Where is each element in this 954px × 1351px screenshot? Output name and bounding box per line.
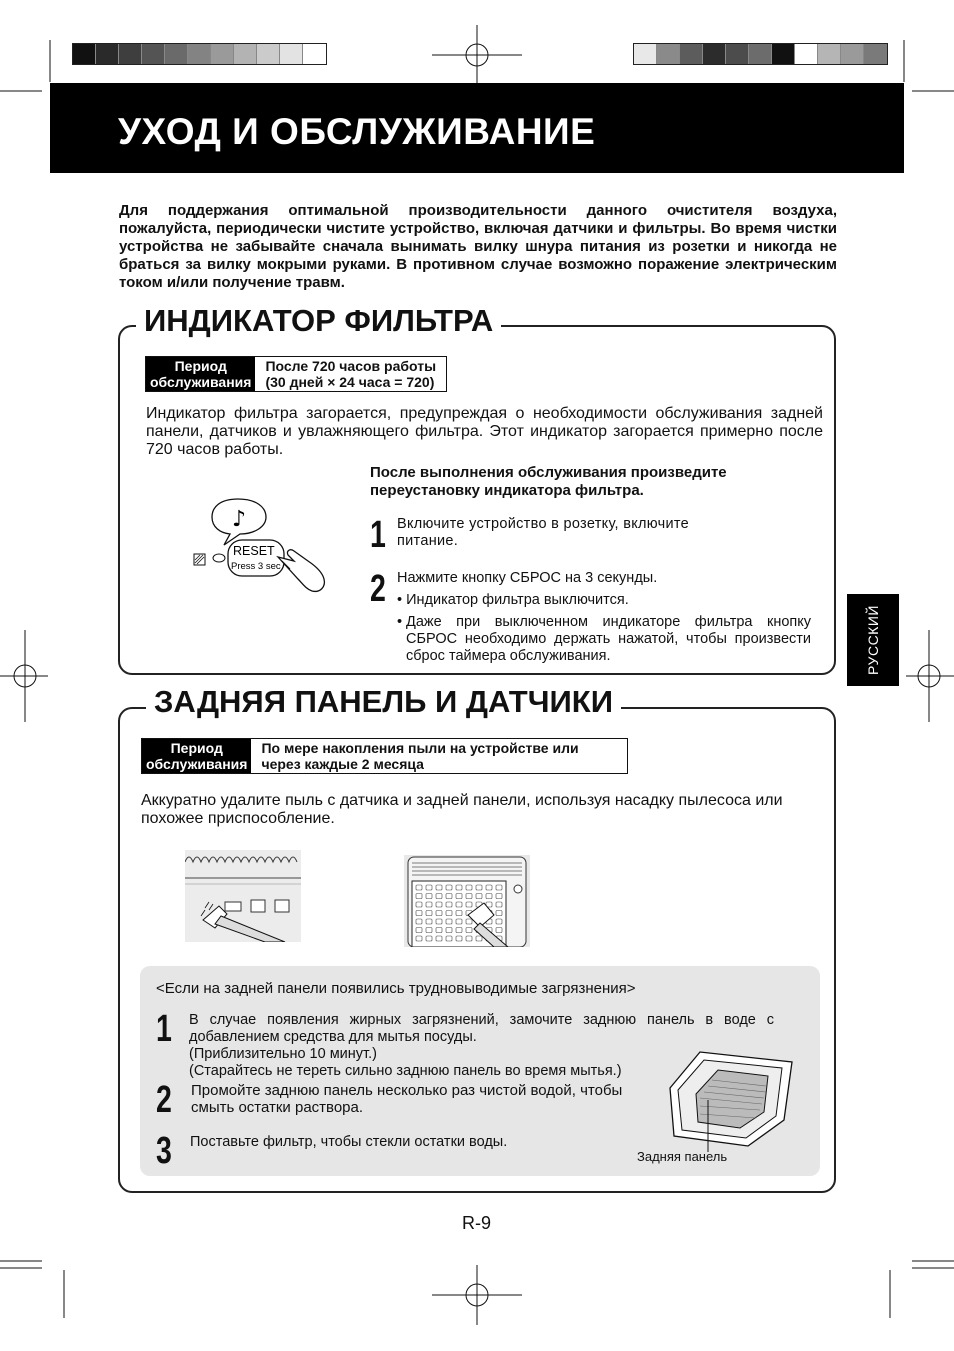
music-note-icon: ♪ xyxy=(232,507,247,532)
filter-step-1-number: 1 xyxy=(370,514,386,556)
reset-label: RESET xyxy=(233,544,275,558)
panel-step-1-number: 1 xyxy=(156,1008,172,1050)
sensor-cleaning-illustration xyxy=(185,850,301,942)
filter-period-table xyxy=(145,356,447,392)
page-number: R-9 xyxy=(462,1213,492,1233)
language-tab-label: РУССКИЙ xyxy=(865,605,881,675)
panel-step-1: В случае появления жирных загрязнений, замочите заднюю панель в воде с добавлением средства для мытья посуды. (Приблизительно 10 минут.) (Старайтесь не тереть сильно заднюю панель во время мытья.) xyxy=(189,1012,774,1079)
filter-section-heading: ИНДИКАТОР ФИЛЬТРА xyxy=(136,303,501,339)
panel-description: Аккуратно удалите пыль с датчика и задней панели, используя насадку пылесоса или похожее приспособление. xyxy=(141,792,783,827)
tray-label: Задняя панель xyxy=(637,1149,728,1164)
panel-section-heading: ЗАДНЯЯ ПАНЕЛЬ И ДАТЧИКИ xyxy=(146,684,621,720)
filter-step-2: Нажмите кнопку СБРОС на 3 секунды. xyxy=(397,570,658,586)
period-value: По мере накопления пыли на устройстве или через каждые 2 месяца xyxy=(251,739,627,773)
reset-button-illustration xyxy=(190,495,335,600)
back-panel-cleaning-illustration xyxy=(404,855,530,947)
page-title: УХОД И ОБСЛУЖИВАНИЕ xyxy=(118,111,596,152)
panel-step-3-number: 3 xyxy=(156,1130,172,1172)
period-label: Период обслуживания xyxy=(146,357,255,391)
period-value: После 720 часов работы (30 дней × 24 часа = 720) xyxy=(255,357,446,391)
panel-step-2-number: 2 xyxy=(156,1079,172,1121)
filter-step-1: Включите устройство в розетку, включите питание. xyxy=(397,516,690,549)
panel-period-table xyxy=(141,738,628,774)
filter-bullet-2: • Даже при выключенном индикаторе фильтра кнопку СБРОС необходимо держать нажатой, чтобы произвести сброс таймера обслуживания. xyxy=(397,614,811,664)
filter-step-2-number: 2 xyxy=(370,568,386,610)
intro-text: Для поддержания оптимальной производительности данного очистителя воздуха, пожалуйста, периодически чистите устройство, включая датчики и фильтры. Во время чистки устройства не забывайте сначала вынимать вилку шнура питания из розетки и никогда не браться за вилку мокрыми руками. В противном случае возможно поражение электрическим током и/или получение травм. xyxy=(119,202,837,291)
period-label: Период обслуживания xyxy=(142,739,251,773)
reset-note: После выполнения обслуживания произведите переустановку индикатора фильтра. xyxy=(370,464,727,499)
filter-bullet-1: • Индикатор фильтра выключится. xyxy=(397,592,629,608)
language-tab xyxy=(847,594,899,686)
panel-step-2: Промойте заднюю панель несколько раз чистой водой, чтобы смыть остатки раствора. xyxy=(191,1082,623,1116)
reset-sub-label: Press 3 sec xyxy=(231,561,281,572)
filter-description: Индикатор фильтра загорается, предупреждая о необходимости обслуживания задней панели, датчиков и увлажняющего фильтра. Этот индикатор загорается примерно после 720 часов работы. xyxy=(146,405,823,458)
heavy-dirt-title: <Если на задней панели появились трудновыводимые загрязнения> xyxy=(156,980,636,997)
title-bar xyxy=(50,83,904,173)
wash-tray-illustration xyxy=(660,1046,800,1156)
panel-step-3: Поставьте фильтр, чтобы стекли остатки воды. xyxy=(190,1134,508,1150)
